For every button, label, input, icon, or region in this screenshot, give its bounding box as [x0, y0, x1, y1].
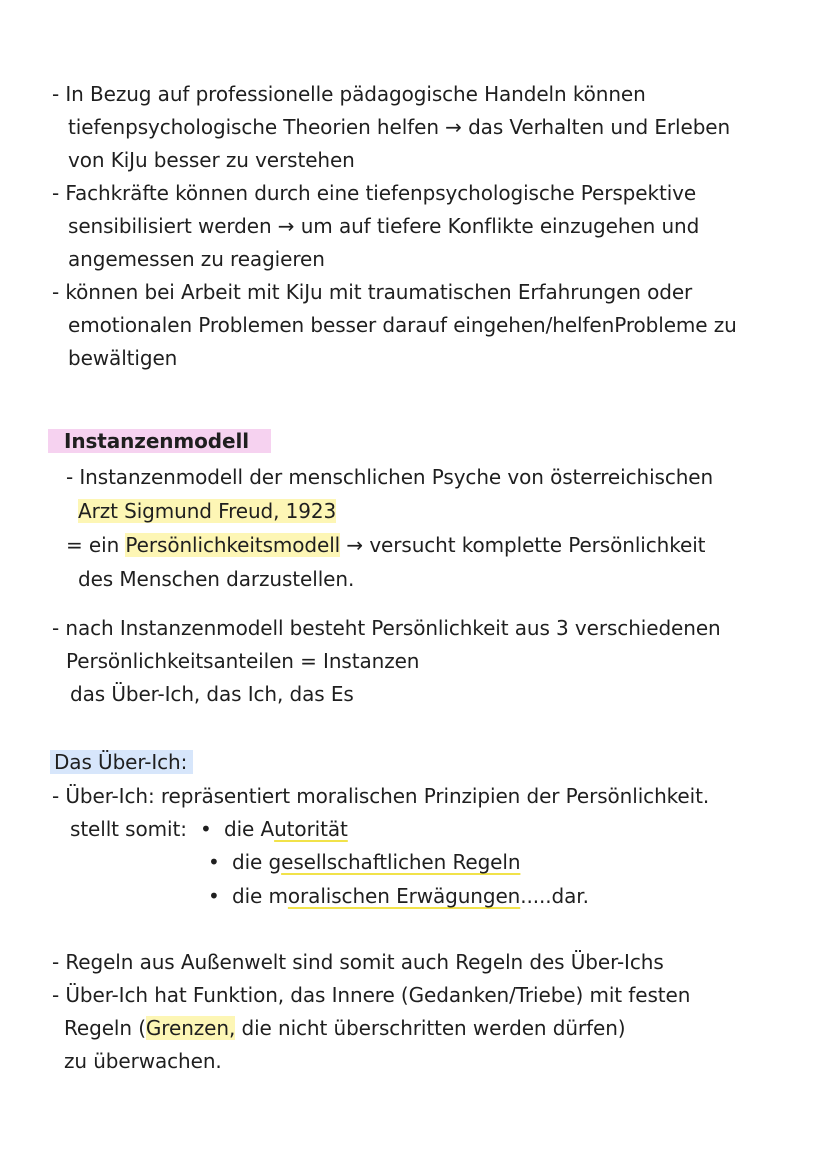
- intro-bullet-3-line-1: - können bei Arbeit mit KiJu mit traumatischen Erfahrungen oder: [52, 280, 693, 304]
- ueberich-line-1: - Über-Ich: repräsentiert moralischen Prinzipien der Persönlichkeit.: [52, 784, 710, 808]
- list-item-3-pre: die m: [232, 884, 288, 908]
- grenzen-highlight: Grenzen,: [145, 1016, 236, 1040]
- ueberich-list-item-2: [208, 848, 520, 876]
- freud-highlight: Arzt Sigmund Freud, 1923: [78, 499, 337, 523]
- instanzen-line-2: [78, 497, 336, 525]
- instanzenmodell-heading-text: Instanzenmodell: [48, 429, 271, 453]
- stellt-somit-label: stellt somit:: [70, 817, 187, 841]
- ueberich-heading: [54, 748, 193, 776]
- intro-bullet-3-line-2: emotionalen Problemen besser darauf eingehen/helfenProbleme zu: [68, 313, 737, 337]
- list-item-2-underlined: esellschaftlichen Regeln: [281, 850, 521, 874]
- ueberich-line-4-post: die nicht überschritten werden dürfen): [235, 1016, 626, 1040]
- ueberich-list-item-1: [200, 815, 348, 843]
- ueberich-line-3: - Über-Ich hat Funktion, das Innere (Gedanken/Triebe) mit festen: [52, 983, 691, 1007]
- list-item-1-underlined: utorität: [274, 817, 348, 841]
- instanzen-line-1: - Instanzenmodell der menschlichen Psyche von österreichischen: [66, 465, 714, 489]
- ueberich-line-4: [64, 1014, 625, 1042]
- instanzen-line-3-pre: = ein: [66, 533, 126, 557]
- ueberich-line-4-pre: Regeln (: [64, 1016, 146, 1040]
- list-item-3-post: .....dar.: [520, 884, 589, 908]
- intro-bullet-2-line-2: sensibilisiert werden → um auf tiefere Konflikte einzugehen und: [68, 214, 700, 238]
- ueberich-list-item-3: [208, 882, 589, 910]
- instanzen-line-7: das Über-Ich, das Ich, das Es: [70, 682, 354, 706]
- intro-bullet-2-line-3: angemessen zu reagieren: [68, 247, 325, 271]
- instanzenmodell-heading: [64, 427, 271, 455]
- persoenlichkeitsmodell-highlight: Persönlichkeitsmodell: [125, 533, 341, 557]
- instanzen-line-5: - nach Instanzenmodell besteht Persönlichkeit aus 3 verschiedenen: [52, 616, 721, 640]
- ueberich-line-2: - Regeln aus Außenwelt sind somit auch Regeln des Über-Ichs: [52, 950, 664, 974]
- instanzen-line-3: [66, 531, 705, 559]
- intro-bullet-2-line-1: - Fachkräfte können durch eine tiefenpsychologische Perspektive: [52, 181, 697, 205]
- instanzen-line-6: Persönlichkeitsanteilen = Instanzen: [66, 649, 420, 673]
- intro-bullet-1-line-3: von KiJu besser zu verstehen: [68, 148, 355, 172]
- intro-bullet-1-line-1: - In Bezug auf professionelle pädagogische Handeln können: [52, 82, 646, 106]
- list-item-2-pre: die g: [232, 850, 282, 874]
- list-item-1-pre: die A: [224, 817, 275, 841]
- instanzen-line-4: des Menschen darzustellen.: [78, 567, 355, 591]
- ueberich-heading-text: Das Über-Ich:: [50, 750, 193, 774]
- bullet-icon: •: [200, 817, 212, 841]
- ueberich-line-5: zu überwachen.: [64, 1049, 222, 1073]
- bullet-icon: •: [208, 884, 220, 908]
- intro-bullet-1-line-2: tiefenpsychologische Theorien helfen → das Verhalten und Erleben: [68, 115, 731, 139]
- intro-bullet-3-line-3: bewältigen: [68, 346, 178, 370]
- bullet-icon: •: [208, 850, 220, 874]
- list-item-3-underlined: oralischen Erwägungen: [287, 884, 521, 908]
- instanzen-line-3-post: → versucht komplette Persönlichkeit: [340, 533, 706, 557]
